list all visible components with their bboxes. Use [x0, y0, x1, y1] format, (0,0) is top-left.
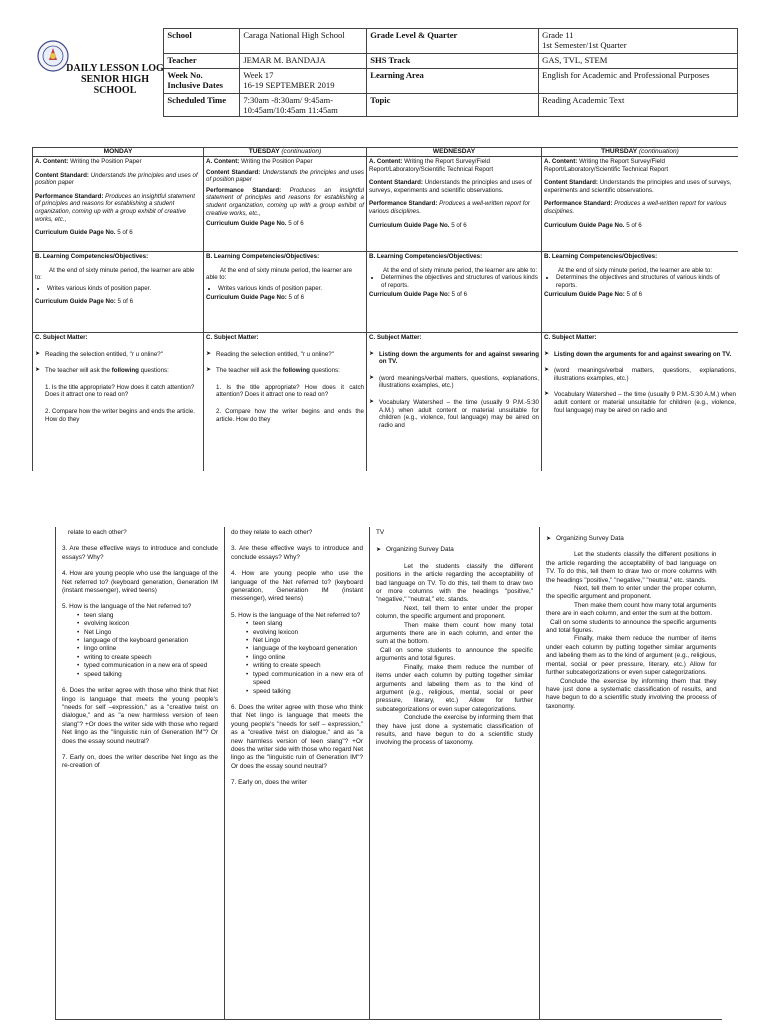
- paragraph-5: Finally, make them reduce the number of items under each column by putting together similar arguments and labeling them as to the kind of argument (e.g., religious, mental, social or peer pressure, literary, etc.) Allow for further subcategorizations or even super categorizations.: [376, 663, 533, 713]
- question-3: 3. Are these effective ways to introduce and conclude essays? Why?: [62, 545, 218, 561]
- grade-value-line1: Grade 11: [542, 30, 574, 40]
- question-5: 5. How is the language of the Net referred to?: [62, 603, 192, 611]
- day-thursday-label: THURSDAY: [601, 148, 638, 155]
- question-4: 4. How are young people who use the language of the Net referred to? (keyboard generation, Generation IM (instant messenger), wired teens): [62, 570, 218, 595]
- performance-standard-text: Produces a well-written report for various disciplines.: [369, 200, 530, 215]
- cg-label: Curriculum Guide Page No.: [206, 220, 287, 228]
- page-one: [32, 28, 738, 471]
- week-value: [240, 68, 367, 93]
- section-b-title: B. Learning Competencies/Objectives:: [206, 253, 320, 260]
- organizing-heading: ➤ Organizing Survey Data: [546, 535, 717, 543]
- content-text: Writing the Position Paper: [241, 158, 313, 165]
- section-a-monday: [33, 157, 204, 252]
- week-value-line2: 16-19 SEPTEMBER 2019: [243, 79, 335, 90]
- cg-label: Curriculum Guide Page No:: [206, 294, 287, 302]
- term-item: • typed communication in a new era of speed: [253, 671, 363, 688]
- paragraph-4: Call on some students to announce the specific arguments and total figures.: [546, 618, 717, 635]
- term-item: • evolving lexicon: [253, 629, 363, 637]
- question-1: 1. Is the title appropriate? How does it catch attention? Does it attract one to read on?: [45, 383, 195, 399]
- section-c-title: C. Subject Matter:: [544, 334, 597, 341]
- question-4: 4. How are young people who use the language of the Net referred to? (keyboard generation, Generation IM (instant messenger), wired teens): [231, 570, 363, 603]
- term-item: • evolving lexicon: [84, 620, 218, 628]
- content-standard-label: Content Standard:: [35, 171, 89, 179]
- paragraph-4: Call on some students to announce the specific arguments and total figures.: [376, 646, 533, 663]
- section-b-wednesday: [367, 252, 542, 333]
- day-tuesday-label: TUESDAY: [248, 148, 280, 155]
- week-label-line1: Week No.: [167, 69, 203, 80]
- time-value: 7:30am -8:30am/ 9:45am-10:45am/10:45am 11:45am: [240, 94, 367, 117]
- content-standard-label: Content Standard:: [206, 168, 261, 176]
- day-header-row: [33, 148, 739, 157]
- cg-value: 5 of 6: [626, 221, 642, 229]
- question-5: 5. How is the language of the Net referred to?: [231, 611, 361, 619]
- paragraph-2: Next, tell them to enter under the proper column, the specific argument and proponent.: [376, 604, 533, 621]
- section-a-thursday: [542, 157, 739, 252]
- objective-bullet: • Writes various kinds of position paper.: [218, 285, 364, 293]
- reading-item: ➤ Reading the selection entitled, "r u online?": [35, 351, 201, 359]
- continuation-text: relate to each other?: [68, 529, 127, 536]
- teacher-value: JEMAR M. BANDAJA: [240, 54, 367, 68]
- day-wednesday: WEDNESDAY: [367, 148, 542, 157]
- section-c-title: C. Subject Matter:: [369, 334, 422, 341]
- grade-value-line2: 1st Semester/1st Quarter: [542, 40, 627, 50]
- area-value: English for Academic and Professional Purposes: [539, 68, 738, 93]
- cg-value: 5 of 6: [451, 221, 467, 229]
- lesson-table: [32, 147, 738, 471]
- term-item: • language of the keyboard generation: [84, 637, 218, 645]
- teacher-ask-item: [206, 367, 364, 375]
- week-label: [164, 68, 240, 93]
- paragraph-6: Conclude the exercise by informing them that they have just done a systematic classification of results, and have begun to do a scientific study involving the process of taxonomy.: [376, 714, 533, 747]
- continuation-thursday: [540, 527, 723, 1020]
- week-label-line2: Inclusive Dates: [167, 79, 223, 90]
- cg-value: 5 of 6: [288, 294, 305, 302]
- teacher-label: Teacher: [164, 54, 240, 68]
- track-value: GAS, TVL, STEM: [539, 54, 738, 68]
- section-c-tuesday: [204, 333, 367, 472]
- page-two: [55, 527, 722, 1020]
- topic-label: Topic: [367, 94, 539, 117]
- objective-intro: At the end of sixty minute period, the learner are able to:: [558, 266, 713, 274]
- section-b-thursday: [542, 252, 739, 333]
- cg-label: Curriculum Guide Page No:: [35, 298, 116, 306]
- section-c-monday: [33, 333, 204, 472]
- teacher-ask-post: questions:: [140, 367, 169, 375]
- content-standard-text: Understands the principles and uses of position paper: [35, 171, 198, 187]
- objective-bullet: • Determines the objectives and structures of various kinds of reports.: [556, 274, 736, 289]
- week-value-line1: Week 17: [243, 69, 274, 80]
- content-standard-label: Content Standard:: [544, 179, 598, 187]
- continuation-tuesday: [225, 527, 370, 1020]
- term-item: • lingo online: [84, 645, 218, 653]
- area-label: Learning Area: [367, 68, 539, 93]
- section-c-wednesday: [367, 333, 542, 472]
- continuation-text: do they relate to each other?: [231, 529, 313, 536]
- vocabulary-item: ➤ Vocabulary Watershed – the time (usually 9 P.M.-5:30 A.M.) when adult content or material unsuitable for children (e.g., violence, foul language) may be aired on radio and: [544, 391, 736, 414]
- organizing-heading: ➤ Organizing Survey Data: [376, 546, 533, 554]
- question-1: 1. Is the title appropriate? How does it catch attention? Does it attract one to read on?: [216, 383, 364, 399]
- content-text: Writing the Position Paper: [70, 158, 142, 165]
- term-item: • teen slang: [253, 620, 363, 628]
- section-a-title: A. Content:: [544, 158, 578, 165]
- section-a-wednesday: [367, 157, 542, 252]
- net-language-terms: [62, 612, 218, 679]
- content-text: Writing the Report Survey/Field Report/Laboratory/Scientific Technical Report: [544, 158, 669, 173]
- content-standard-text: Understands the principles and uses of surveys, experiments and scientific observations.: [369, 179, 532, 194]
- term-item: • Net Lingo: [253, 637, 363, 645]
- section-c-row: [33, 333, 739, 472]
- performance-standard-text: Produces an insightful statement of principles and reasons for establishing a student organization, coming up with a group exhibit of creative works, etc.,: [35, 192, 195, 223]
- school-label: School: [164, 29, 240, 54]
- header-table: [32, 28, 738, 117]
- section-b-title: B. Learning Competencies/Objectives:: [35, 253, 149, 260]
- question-7: 7. Early on, does the writer: [231, 779, 308, 787]
- reading-item: ➤ Reading the selection entitled, "r u online?": [206, 351, 364, 359]
- logo-cell: [32, 29, 164, 117]
- teacher-ask-pre: The teacher will ask the: [216, 367, 281, 375]
- question-6: 6. Does the writer agree with those who think that Net lingo is language that meets the young people's "needs for self –expression," as a "creative twist on dialogue," and as "a new harmless version of teen slang"? +Or does the writer side with those who regard Net lingo as the "linguistic ruin of Generation IM"? Or does the essay sound neutral?: [62, 687, 218, 745]
- paragraph-3: Then make them count how many total arguments there are in each column, and enter the sum at the bottom.: [546, 601, 717, 618]
- time-label: Scheduled Time: [164, 94, 240, 117]
- day-tuesday: [204, 148, 367, 157]
- performance-standard-label: Performance Standard:: [369, 200, 438, 208]
- objective-intro: At the end of sixty minute period, the learner are able to:: [383, 266, 538, 274]
- content-standard-text: Understands the principles and uses of surveys, experiments and scientific observations.: [544, 179, 732, 194]
- paragraph-2: Next, tell them to enter under the proper column, the specific argument and proponent.: [546, 585, 717, 601]
- question-3: 3. Are these effective ways to introduce and conclude essays? Why?: [231, 545, 363, 561]
- topic-value: Reading Academic Text: [539, 94, 738, 117]
- paragraph-6: Conclude the exercise by informing them that they have just done a systematic classification of results, and have begun to do a scientific study involving the process of taxonomy.: [546, 677, 717, 710]
- cg-label: Curriculum Guide Page No.: [369, 221, 450, 229]
- paragraph-1: Let the students classify the different positions in the article regarding the acceptability of bad language on TV. To do this, tell them to draw two or more columns with the headings "positive," "negative," "neutral," etc. stands.: [546, 551, 717, 584]
- teacher-ask-item: [35, 367, 201, 375]
- cg-value: 5 of 6: [117, 298, 134, 306]
- content-text: Writing the Report Survey/Field Report/Laboratory/Scientific Technical Report: [369, 158, 494, 173]
- question-2: 2. Compare how the writer begins and ends the article. How do they: [216, 407, 364, 423]
- cg-label: Curriculum Guide Page No.: [544, 221, 625, 229]
- performance-standard-label: Performance Standard:: [35, 192, 104, 200]
- section-c-thursday: [542, 333, 739, 472]
- performance-standard-text: Produces a well-written report for various disciplines.: [544, 200, 727, 215]
- continuation-table: [55, 527, 722, 1020]
- day-monday: MONDAY: [33, 148, 204, 157]
- paragraph-5: Finally, make them reduce the number of items under each column by putting together similar arguments and labeling them as to the kind of argument (e.g., religious, mental, social or peer pressure, literary, etc.) Allow for further subcategorizations or even super categorizations.: [546, 635, 717, 677]
- cg-label: Curriculum Guide Page No.: [35, 229, 116, 237]
- cg-value: 5 of 6: [626, 291, 643, 299]
- term-item: • lingo online: [253, 654, 363, 662]
- section-b-monday: [33, 252, 204, 333]
- continuation-text: TV: [376, 529, 385, 536]
- term-item: • Net Lingo: [84, 629, 218, 637]
- vocabulary-item: ➤ Vocabulary Watershed – the time (usually 9 P.M.-5:30 A.M.) when adult content or material unsuitable for children (e.g., violence, foul language) may be aired on radio and: [369, 399, 539, 429]
- term-item: • typed communication in a new era of speed: [84, 662, 218, 670]
- section-a-tuesday: [204, 157, 367, 252]
- listing-item: ➤ Listing down the arguments for and against swearing on TV.: [544, 351, 736, 359]
- teacher-ask-post: questions:: [311, 367, 340, 375]
- performance-standard-label: Performance Standard:: [544, 200, 613, 208]
- cg-value: 5 of 6: [451, 291, 468, 299]
- section-b-tuesday: [204, 252, 367, 333]
- cg-label: Curriculum Guide Page No:: [544, 291, 625, 299]
- net-language-terms: [231, 620, 363, 696]
- section-b-row: [33, 252, 739, 333]
- continuation-monday: [56, 527, 225, 1020]
- word-meanings-item: ➤ (word meanings/verbal matters, questions, explanations, illustrations examples, etc.): [369, 375, 539, 390]
- grade-label: Grade Level & Quarter: [367, 29, 539, 54]
- section-a-title: A. Content:: [206, 158, 240, 165]
- term-item: • speed talking: [84, 671, 218, 679]
- term-item: • language of the keyboard generation: [253, 645, 363, 653]
- objective-bullet: • Writes various kinds of position paper.: [47, 285, 201, 293]
- section-c-title: C. Subject Matter:: [206, 334, 259, 341]
- question-6: 6. Does the writer agree with those who think that Net lingo is language that meets the young people's "needs for self – expression," as a "creative twist on dialogue," and as "a new harmless version of teen slang"? +Or does the writer side with those who regard Net lingo as the "linguistic ruin of Generation IM"? Or does the essay sound neutral?: [231, 703, 363, 770]
- word-meanings-item: ➤ (word meanings/verbal matters, questions, explanations, illustrations examples, etc.): [544, 367, 736, 382]
- section-a-row: [33, 157, 739, 252]
- day-thursday-note: (continuation): [638, 148, 679, 155]
- section-c-title: C. Subject Matter:: [35, 334, 88, 341]
- content-standard-text: Understands the principles and uses of position paper: [206, 168, 364, 184]
- paragraph-3: Then make them count how many total arguments there are in each column, and enter the sum at the bottom.: [376, 621, 533, 646]
- section-a-title: A. Content:: [369, 158, 403, 165]
- log-title-line2: SENIOR HIGH SCHOOL: [80, 73, 150, 96]
- teacher-ask-pre: The teacher will ask the: [45, 367, 110, 375]
- cg-value: 5 of 6: [117, 229, 133, 237]
- listing-item: ➤ Listing down the arguments for and against swearing on TV.: [369, 351, 539, 366]
- performance-standard-text: Produces an insightful statement of principles and reasons for establishing a student organization, coming up with a group exhibit of creative works, etc.,: [206, 186, 364, 217]
- term-item: • writing to create speech: [84, 654, 218, 662]
- term-item: • teen slang: [84, 612, 218, 620]
- cg-label: Curriculum Guide Page No:: [369, 291, 450, 299]
- continuation-wednesday: [370, 527, 540, 1020]
- grade-value: [539, 29, 738, 54]
- objective-bullet: • Determines the objectives and structures of various kinds of reports.: [381, 274, 539, 289]
- day-tuesday-note: (continuation): [281, 148, 322, 155]
- content-standard-label: Content Standard:: [369, 179, 423, 187]
- section-b-title: B. Learning Competencies/Objectives:: [544, 253, 658, 260]
- performance-standard-label: Performance Standard:: [206, 186, 282, 194]
- teacher-ask-bold: following: [111, 367, 139, 375]
- log-title-line1: DAILY LESSON LOG: [66, 62, 164, 74]
- question-7: 7. Early on, does the writer describe Net lingo as the re-creation of: [62, 753, 218, 770]
- paragraph-1: Let the students classify the different positions in the article regarding the acceptability of bad language on TV. To do this, tell them to draw two or more columns with the headings "positive," "negative," "neutral," etc. stands.: [376, 562, 533, 604]
- question-2: 2. Compare how the writer begins and ends the article. How do they: [45, 407, 195, 423]
- objective-intro: At the end of sixty minute period, the learner are able to:: [206, 266, 353, 282]
- track-label: SHS Track: [367, 54, 539, 68]
- day-thursday: [542, 148, 739, 157]
- term-item: • writing to create speech: [253, 662, 363, 670]
- school-value: Caraga National High School: [240, 29, 367, 54]
- section-b-title: B. Learning Competencies/Objectives:: [369, 253, 483, 260]
- page-bottom-border: [55, 1019, 722, 1020]
- objective-intro: At the end of sixty minute period, the learner are able to:: [35, 266, 195, 282]
- teacher-ask-bold: following: [282, 367, 310, 375]
- cg-value: 5 of 6: [288, 220, 304, 228]
- section-a-title: A. Content:: [35, 158, 69, 165]
- term-item: • speed talking: [253, 688, 363, 696]
